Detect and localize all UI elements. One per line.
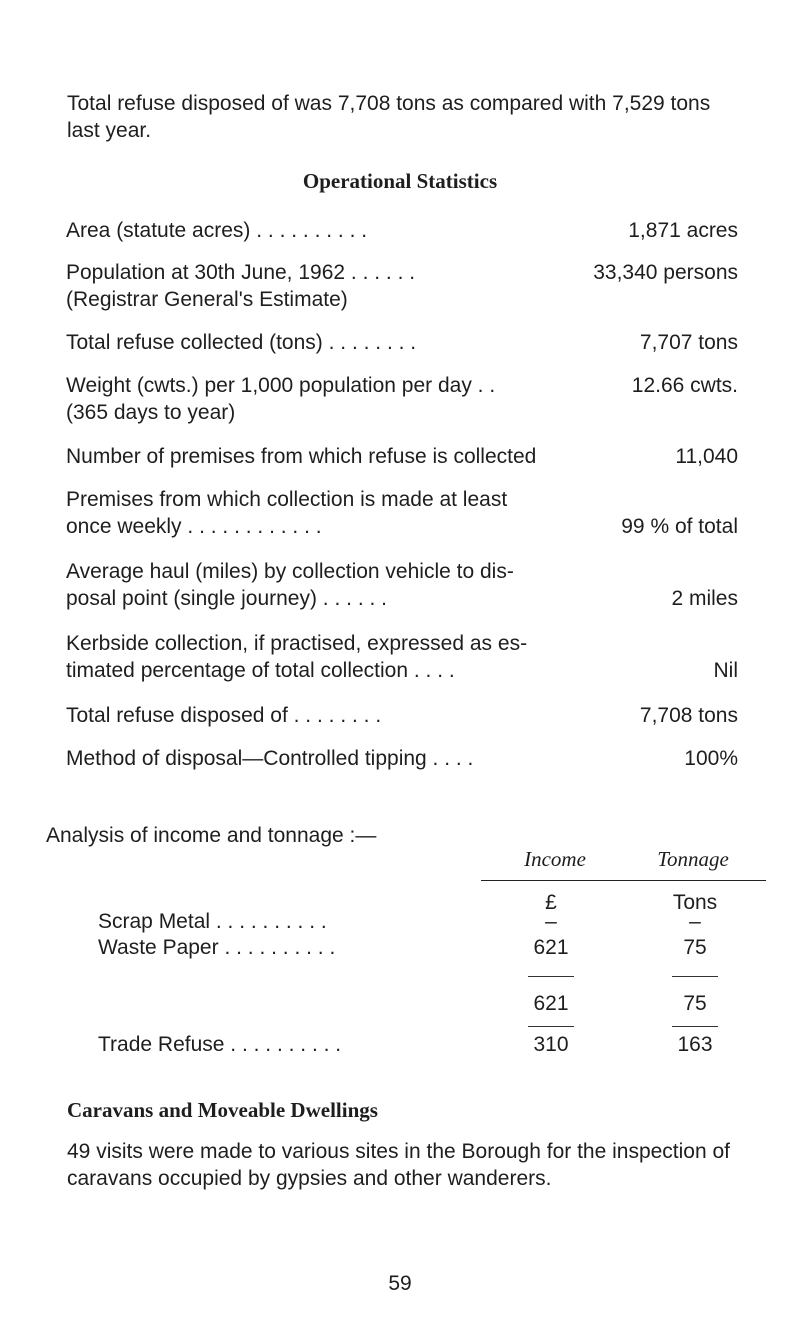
stat-label-weekly-cont: once weekly . . . . . . . . . . . . [66, 515, 322, 538]
stat-label-haul: Average haul (miles) by collection vehicle to dis- [66, 560, 514, 583]
col-income-header: Income [524, 847, 586, 871]
stat-label-refuse-collected: Total refuse collected (tons) . . . . . . . . [66, 331, 417, 354]
row-tonnage-waste-paper: 75 [683, 936, 707, 959]
stat-label-disposed: Total refuse disposed of . . . . . . . . [66, 704, 382, 727]
stat-label-weekly: Premises from which collection is made at least [66, 488, 508, 511]
intro-paragraph: Total refuse disposed of was 7,708 tons as compared with 7,529 tons last year. [67, 92, 711, 142]
col-tonnage-header: Tonnage [657, 847, 729, 871]
row-income-waste-paper: 621 [533, 936, 569, 959]
stat-label-population: Population at 30th June, 1962 . . . . . . [66, 261, 416, 284]
caravans-heading: Caravans and Moveable Dwellings [67, 1098, 378, 1122]
stat-value-area: 1,871 acres [628, 219, 738, 242]
row-label-trade-refuse: Trade Refuse . . . . . . . . . . [98, 1033, 342, 1056]
stat-value-disposed: 7,708 tons [639, 704, 738, 727]
row-label-waste-paper: Waste Paper . . . . . . . . . . [98, 936, 336, 959]
stat-label-haul-cont: posal point (single journey) . . . . . . [66, 587, 387, 610]
subtotal-rule-income [528, 976, 574, 977]
stat-value-premises: 11,040 [675, 445, 738, 468]
operational-heading: Operational Statistics [302, 169, 498, 193]
stat-label-weight-note: (365 days to year) [66, 401, 236, 424]
caravans-paragraph: 49 visits were made to various sites in the Borough for the inspection of caravans occupied by gypsies and other wanderers. [67, 1140, 731, 1190]
stat-value-weight: 12.66 cwts. [631, 374, 738, 397]
trade-rule-tonnage [672, 1026, 718, 1027]
stat-value-weekly: 99 % of total [621, 515, 738, 538]
row-income-trade-refuse: 310 [533, 1033, 569, 1056]
stat-value-population: 33,340 persons [593, 261, 738, 284]
stat-value-kerbside: Nil [713, 659, 738, 682]
row-tonnage-trade-refuse: 163 [677, 1033, 713, 1056]
stat-label-population-note: (Registrar General's Estimate) [66, 288, 348, 311]
unit-income: £ [545, 891, 557, 914]
stat-label-kerbside: Kerbside collection, if practised, expressed as es- [66, 632, 528, 655]
stat-value-haul: 2 miles [671, 587, 738, 610]
unit-tonnage: Tons [672, 891, 718, 914]
subtotal-rule-tonnage [672, 976, 718, 977]
subtotal-income: 621 [533, 992, 569, 1015]
header-rule [481, 880, 766, 881]
row-label-scrap-metal: Scrap Metal . . . . . . . . . . [98, 910, 327, 933]
page-number: 59 [388, 1272, 412, 1295]
stat-value-method: 100% [684, 747, 738, 770]
trade-rule-income [528, 1026, 574, 1027]
stat-label-area: Area (statute acres) . . . . . . . . . . [66, 219, 368, 242]
row-tonnage-scrap-metal: – [689, 910, 701, 933]
stat-label-premises: Number of premises from which refuse is collected [66, 445, 537, 468]
stat-value-refuse-collected: 7,707 tons [639, 331, 738, 354]
stat-label-method: Method of disposal—Controlled tipping . . . . [66, 747, 474, 770]
analysis-intro: Analysis of income and tonnage :— [46, 824, 377, 847]
row-income-scrap-metal: – [545, 910, 557, 933]
stat-label-kerbside-cont: timated percentage of total collection . . . . [66, 659, 455, 682]
subtotal-tonnage: 75 [683, 992, 707, 1015]
stat-label-weight: Weight (cwts.) per 1,000 population per day . . [66, 374, 496, 397]
